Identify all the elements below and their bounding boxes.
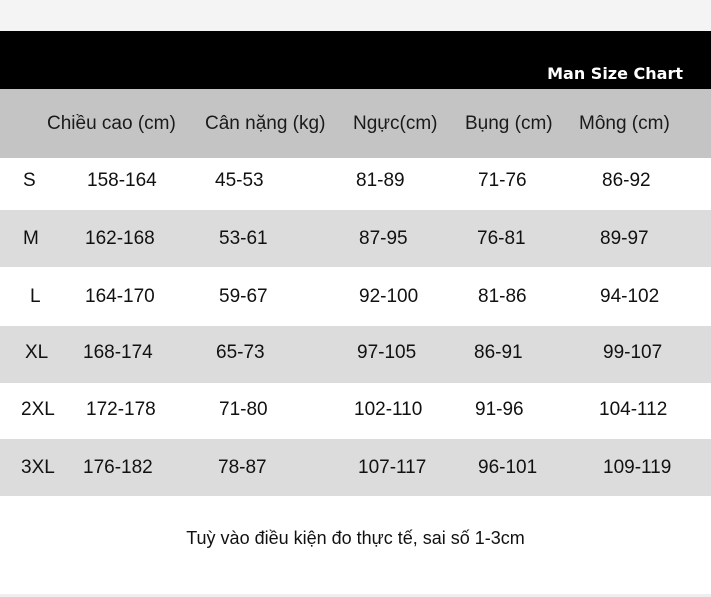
- waist-value: 96-101: [478, 457, 538, 478]
- hip-value: 94-102: [600, 286, 660, 307]
- weight-value: 59-67: [219, 286, 268, 307]
- weight-value: 53-61: [219, 228, 268, 249]
- height-value: 158-164: [87, 170, 157, 191]
- hip-value: 89-97: [600, 228, 649, 249]
- chest-value: 97-105: [357, 342, 417, 363]
- header-hip: Mông (cm): [579, 113, 670, 134]
- header-chest: Ngực(cm): [353, 113, 438, 134]
- height-value: 164-170: [85, 286, 155, 307]
- hip-value: 86-92: [602, 170, 651, 191]
- chest-value: 81-89: [356, 170, 405, 191]
- table-row: [0, 383, 711, 440]
- chest-value: 92-100: [359, 286, 419, 307]
- table-row: [0, 326, 711, 383]
- weight-value: 78-87: [218, 457, 267, 478]
- header-height: Chiều cao (cm): [47, 113, 176, 134]
- table-row: [0, 267, 711, 324]
- size-label: M: [23, 228, 39, 249]
- measurement-note: Tuỳ vào điều kiện đo thực tế, sai số 1-3cm: [186, 528, 525, 548]
- waist-value: 91-96: [475, 399, 524, 420]
- hip-value: 104-112: [599, 399, 668, 420]
- waist-value: 71-76: [478, 170, 527, 191]
- size-label: 3XL: [21, 457, 55, 478]
- weight-value: 71-80: [219, 399, 268, 420]
- chest-value: 102-110: [354, 399, 423, 420]
- table-row: [0, 210, 711, 267]
- chest-value: 107-117: [358, 457, 427, 478]
- hip-value: 109-119: [603, 457, 672, 478]
- height-value: 162-168: [85, 228, 155, 249]
- weight-value: 65-73: [216, 342, 265, 363]
- waist-value: 81-86: [478, 286, 527, 307]
- chest-value: 87-95: [359, 228, 408, 249]
- hip-value: 99-107: [603, 342, 663, 363]
- table-header: [0, 89, 711, 158]
- header-weight: Cân nặng (kg): [205, 113, 326, 134]
- table-row: [0, 158, 711, 215]
- size-label: XL: [25, 342, 49, 363]
- size-label: 2XL: [21, 399, 55, 420]
- chart-title: Man Size Chart: [547, 64, 683, 83]
- table-row: [0, 439, 711, 496]
- height-value: 176-182: [83, 457, 153, 478]
- size-label: S: [23, 170, 36, 191]
- waist-value: 76-81: [477, 228, 526, 249]
- weight-value: 45-53: [215, 170, 264, 191]
- top-strip: [0, 0, 711, 31]
- footer-area: [0, 498, 711, 593]
- title-bar: [0, 31, 711, 89]
- size-label: L: [30, 286, 41, 307]
- waist-value: 86-91: [474, 342, 523, 363]
- height-value: 172-178: [86, 399, 156, 420]
- height-value: 168-174: [83, 342, 153, 363]
- header-waist: Bụng (cm): [465, 113, 553, 134]
